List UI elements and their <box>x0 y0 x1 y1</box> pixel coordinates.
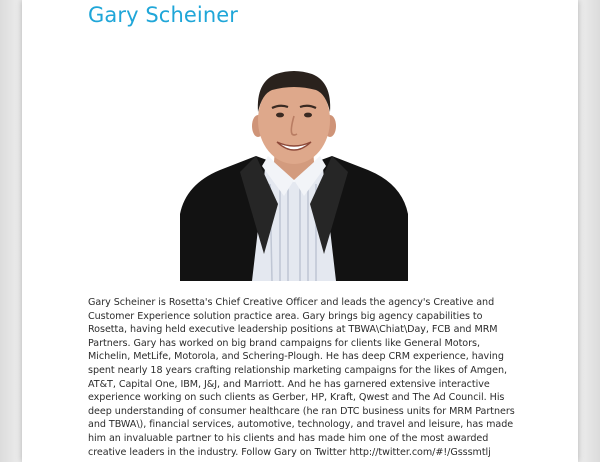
person-portrait-icon <box>180 64 408 281</box>
profile-photo <box>180 64 408 281</box>
profile-card <box>22 0 578 462</box>
bio-text: Gary Scheiner is Rosetta's Chief Creative Officer and leads the agency's Creative and Customer Experience solution practice area. Gary brings big agency capabilities to Rosetta, having held executive leadership positions at TBWA\Chiat\Day, FCB and MRM Partners. Gary has worked on big brand campaigns for clients like General Motors, Michelin, MetLife, Motorola, and Schering-Plough. He has deep CRM experience, having spent nearly 18 years crafting relationship marketing campaigns for the likes of Amgen, AT&T, Capital One, IBM, J&J, and Marriott. And he has garnered extensive interactive experience working on such clients as Gerber, HP, Kraft, Qwest and The Ad Council. His deep understanding of consumer healthcare (he ran DTC business units for MRM Partners and TBWA\), financial services, automotive, technology, and travel and leisure, has made him an invaluable partner to his clients and has made him one of the most awarded creative leaders in the industry. Follow Gary on Twitter http://twitter.com/#!/Gsssmtlj <box>88 297 515 458</box>
page-title: Gary Scheiner <box>88 3 238 27</box>
